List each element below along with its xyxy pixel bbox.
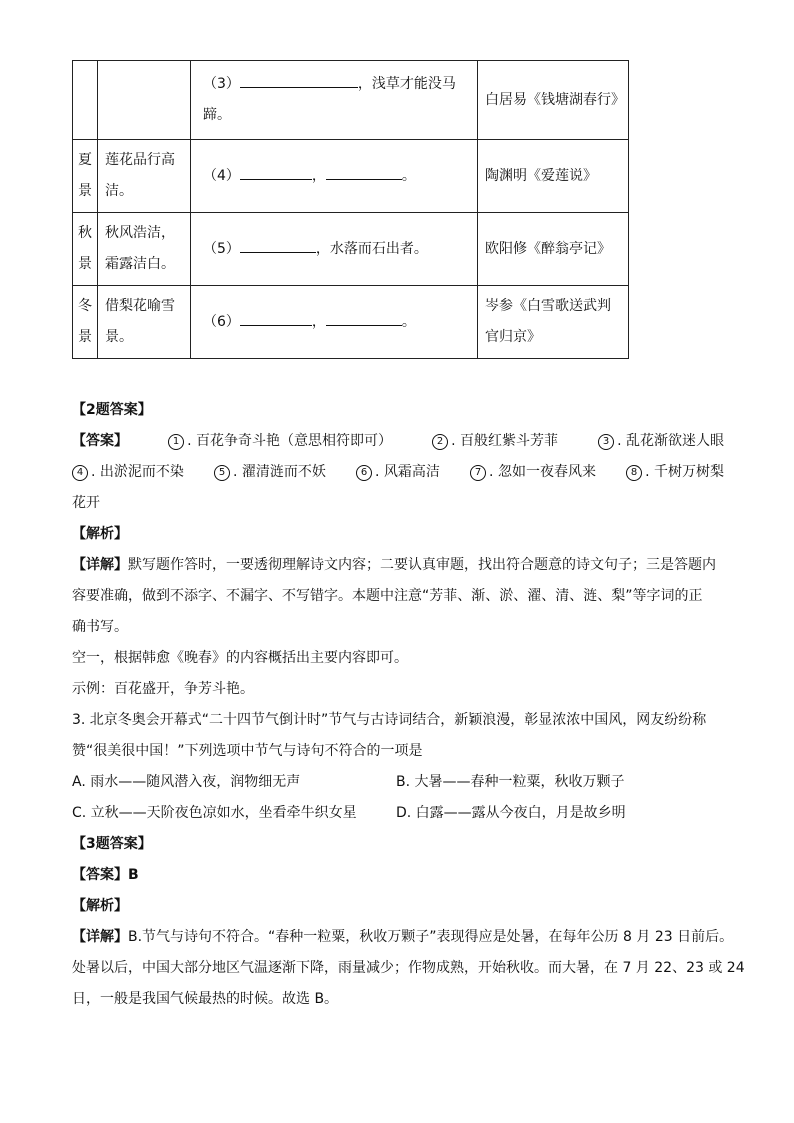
options-row <box>72 767 724 798</box>
q2-answer-row <box>72 457 724 488</box>
q2-answer-row <box>72 426 724 457</box>
blank-number: （4） <box>203 167 240 184</box>
answer-blank <box>240 73 358 88</box>
answer-blank <box>240 238 316 253</box>
answer-item <box>356 457 440 488</box>
table-row <box>73 213 629 286</box>
answer-blank <box>240 311 312 326</box>
blank-suffix: ，浅草才能没马蹄。 <box>203 76 456 123</box>
detail-text: 默写题作答时，一要透彻理解诗文内容；二要认真审题，找出符合题意的诗文句子；三是答题内 <box>128 557 716 573</box>
source-cell: 欧阳修《醉翁亭记》 <box>478 213 629 286</box>
detail-label: 【详解】 <box>72 929 128 945</box>
answer-blank <box>240 165 312 180</box>
detail-text: B.节气与诗句不符合。“春种一粒粟，秋收万颗子”表现得应是处暑，在每年公历 8 月 23 日前后。 <box>128 929 734 945</box>
answer-text: . 乱花渐欲迷人眼 <box>617 433 724 449</box>
option-c: C. 立秋——天阶夜色凉如水，坐看牵牛织女星 <box>72 805 357 821</box>
theme-cell: 莲花品行高洁。 <box>98 140 191 213</box>
q3-answer-header: 【3题答案】 <box>72 836 152 852</box>
poem-table <box>72 60 629 359</box>
circled-number: 2 <box>432 434 448 450</box>
answer-item <box>470 457 596 488</box>
source-cell: 白居易《钱塘湖春行》 <box>478 61 629 140</box>
detail-paragraph <box>72 922 734 953</box>
detail-text: 示例：百花盛开，争芳斗艳。 <box>72 681 254 697</box>
blank-separator: ， <box>311 313 326 330</box>
q3-answer: 【答案】B <box>72 867 139 883</box>
q2-answer-header: 【2题答案】 <box>72 402 152 418</box>
theme-cell <box>98 61 191 140</box>
answer-text: . 濯清涟而不妖 <box>233 464 326 480</box>
circled-number: 3 <box>598 434 614 450</box>
circled-number: 4 <box>72 465 88 481</box>
season-cell: 夏景 <box>73 140 98 213</box>
analysis-label: 【解析】 <box>72 526 128 542</box>
blank-cell <box>191 140 478 213</box>
option-b: B. 大暑——春种一粒粟，秋收万颗子 <box>396 774 625 790</box>
question-stem: 赞“很美很中国！”下列选项中节气与诗句不符合的一项是 <box>72 743 423 759</box>
answer-text: . 忽如一夜春风来 <box>489 464 596 480</box>
season-cell: 冬景 <box>73 286 98 359</box>
table-row <box>73 140 629 213</box>
answer-text: . 百花争奇斗艳（意思相符即可） <box>187 433 392 449</box>
blank-separator: ， <box>311 167 326 184</box>
detail-label: 【详解】 <box>72 557 128 573</box>
detail-text: 确书写。 <box>72 619 128 635</box>
answer-item <box>626 457 724 488</box>
answer-item <box>432 426 558 457</box>
blank-number: （5） <box>203 240 240 257</box>
circled-number: 1 <box>168 434 184 450</box>
answer-item <box>72 457 184 488</box>
blank-suffix: ，水落而石出者。 <box>315 240 428 257</box>
options-row <box>72 798 724 829</box>
blank-cell <box>191 61 478 140</box>
answer-item <box>214 457 326 488</box>
blank-suffix: 。 <box>401 313 416 330</box>
answer-tail: 花开 <box>72 495 100 511</box>
answer-text: . 千树万树梨 <box>645 464 724 480</box>
answer-section <box>72 395 745 1015</box>
answer-blank <box>326 165 402 180</box>
answer-text: . 出淤泥而不染 <box>91 464 184 480</box>
blank-number: （6） <box>203 313 240 330</box>
detail-text: 日，一般是我国气候最热的时候。故选 B。 <box>72 991 339 1007</box>
source-cell: 岑参《白雪歌送武判官归京》 <box>478 286 629 359</box>
circled-number: 8 <box>626 465 642 481</box>
blank-cell <box>191 286 478 359</box>
answer-label: 【答案】 <box>72 433 128 449</box>
analysis-label: 【解析】 <box>72 898 128 914</box>
blank-cell <box>191 213 478 286</box>
theme-cell: 秋风浩洁，霜露洁白。 <box>98 213 191 286</box>
answer-blank <box>326 311 402 326</box>
answer-text: . 百般红紫斗芳菲 <box>451 433 558 449</box>
detail-paragraph <box>72 550 724 581</box>
answer-text: . 风霜高洁 <box>375 464 440 480</box>
circled-number: 5 <box>214 465 230 481</box>
answer-item <box>598 426 724 457</box>
circled-number: 7 <box>470 465 486 481</box>
blank-number: （3） <box>203 76 240 92</box>
option-d: D. 白露——露从今夜白，月是故乡明 <box>396 805 626 821</box>
season-cell <box>73 61 98 140</box>
detail-text: 容要准确，做到不添字、不漏字、不写错字。本题中注意“芳菲、渐、淤、濯、清、涟、梨”等字词的正 <box>72 588 703 604</box>
detail-text: 空一，根据韩愈《晚春》的内容概括出主要内容即可。 <box>72 650 408 666</box>
season-cell: 秋景 <box>73 213 98 286</box>
source-cell: 陶渊明《爱莲说》 <box>478 140 629 213</box>
answer-item <box>168 426 392 457</box>
question-stem: 3. 北京冬奥会开幕式“二十四节气倒计时”节气与古诗词结合，新颖浪漫，彰显浓浓中国风，网友纷纷称 <box>72 712 707 728</box>
theme-cell: 借梨花喻雪景。 <box>98 286 191 359</box>
table-row <box>73 286 629 359</box>
option-a: A. 雨水——随风潜入夜，润物细无声 <box>72 774 301 790</box>
circled-number: 6 <box>356 465 372 481</box>
blank-suffix: 。 <box>401 167 416 184</box>
table-row <box>73 61 629 140</box>
detail-text: 处暑以后，中国大部分地区气温逐渐下降，雨量减少；作物成熟，开始秋收。而大暑，在 7 月 22、23 或 24 <box>72 960 745 976</box>
